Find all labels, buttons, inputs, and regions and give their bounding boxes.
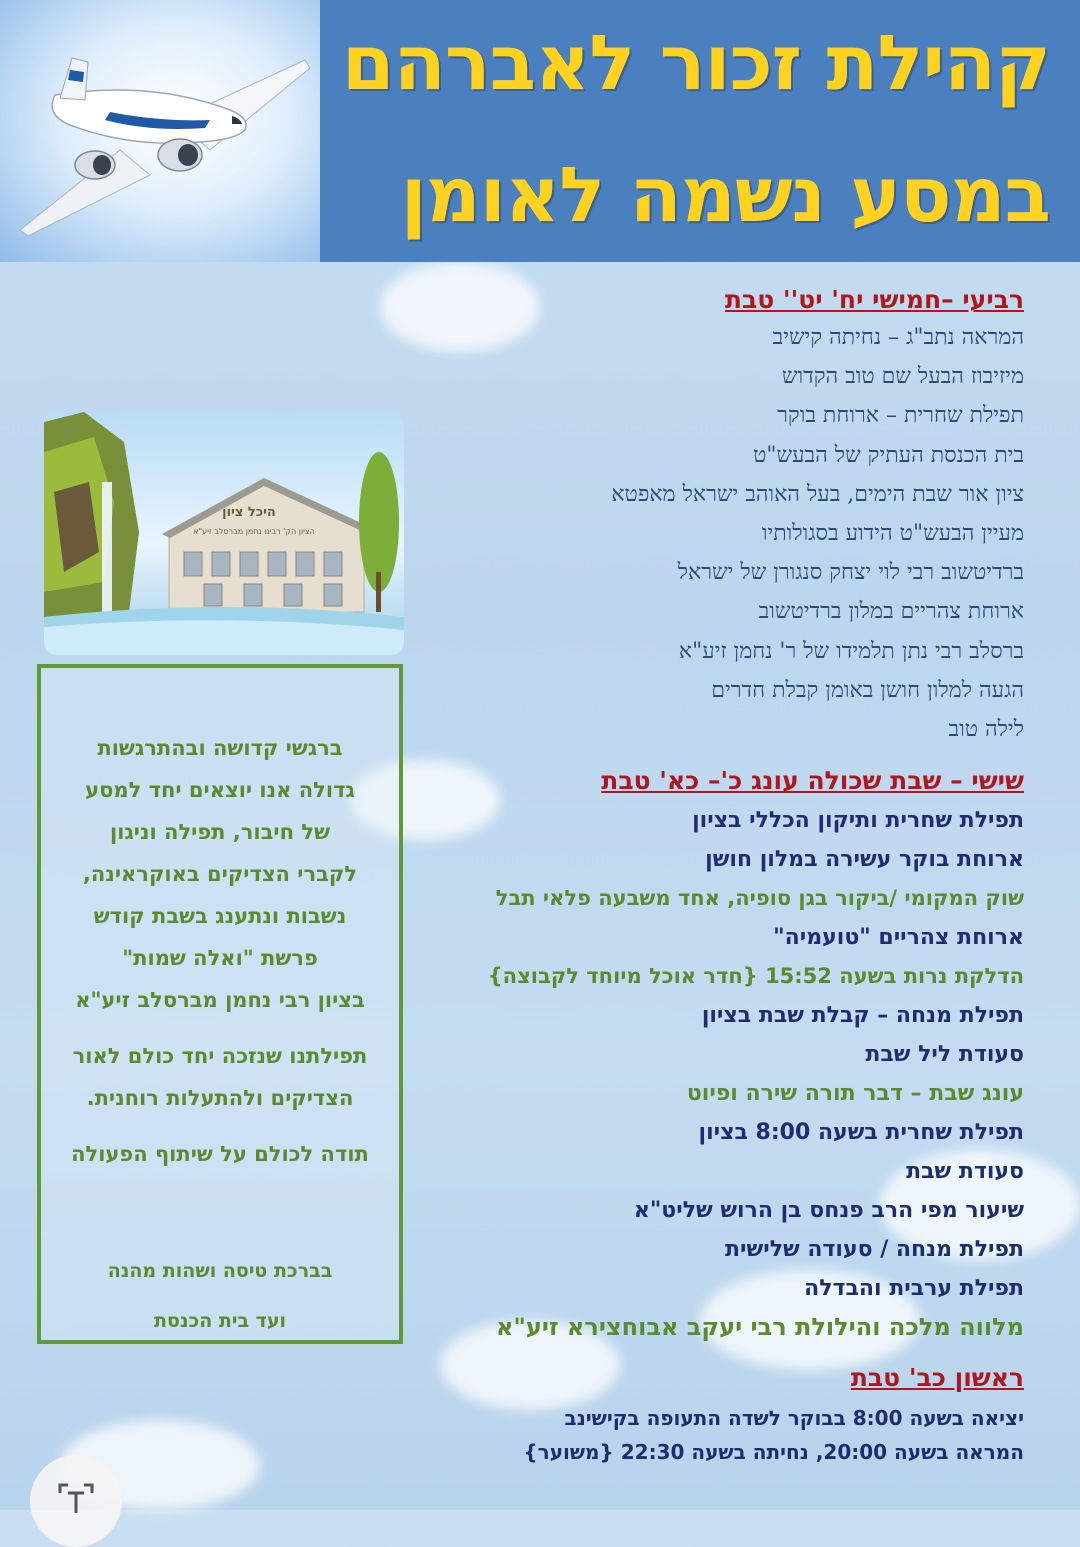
schedule-item: הגעה למלון חושן באומן קבלת חדרים bbox=[711, 677, 1024, 703]
schedule-item: המראה בשעה 20:00, נחיתה בשעה 22:30 {משוער} bbox=[523, 1440, 1024, 1465]
schedule-item: ארוחת צהריים "טועמיה" bbox=[773, 925, 1024, 951]
message-line: תודה לכולם על שיתוף הפעולה bbox=[71, 1142, 369, 1166]
schedule-item: תפילת מנחה / סעודה שלישית bbox=[725, 1237, 1024, 1263]
day1-heading: רביעי –חמישי יח' יט'' טבת bbox=[724, 285, 1024, 314]
message-line: בציון רבי נחמן מברסלב זיע"א bbox=[75, 988, 365, 1012]
schedule-item: תפילת מנחה – קבלת שבת בציון bbox=[701, 1003, 1024, 1029]
message-line: של חיבור, תפילה וניגון bbox=[110, 820, 330, 844]
schedule-item: ברסלב רבי נתן תלמידו של ר' נחמן זיע"א bbox=[678, 638, 1024, 664]
schedule-item: ארוחת צהריים במלון ברדיטשוב bbox=[758, 599, 1024, 625]
schedule-item: הדלקת נרות בשעה 15:52 {חדר אוכל מיוחד לקבוצה} bbox=[487, 964, 1024, 989]
schedule-item: מלווה מלכה והילולת רבי יעקב אבוחצירא זיע"א bbox=[495, 1313, 1024, 1342]
schedule-item: לילה טוב bbox=[948, 716, 1024, 742]
message-signature: בברכת טיסה ושהות מהנה bbox=[107, 1260, 333, 1282]
schedule-item: שיעור מפי הרב פנחס בן הרוש שליט"א bbox=[633, 1198, 1024, 1224]
schedule-item: עונג שבת – דבר תורה שירה ופיוט bbox=[686, 1081, 1024, 1107]
schedule-item: ארוחת בוקר עשירה במלון חושן bbox=[705, 847, 1024, 873]
title-line-1: קהילת זכור לאברהם bbox=[341, 18, 1050, 107]
schedule-item: ציון אור שבת הימים, בעל האוהב ישראל מאפטא bbox=[611, 481, 1024, 507]
schedule-item: שוק המקומי /ביקור בגן סופיה, אחד משבעה פלאי תבל bbox=[495, 886, 1024, 911]
tziyun-building-photo bbox=[44, 412, 404, 655]
message-line: פרשת "ואלה שמות" bbox=[122, 946, 318, 970]
text-scan-button[interactable] bbox=[30, 1455, 122, 1547]
schedule-item: ברדיטשוב רבי לוי יצחק סנגורן של ישראל bbox=[677, 560, 1024, 586]
message-line: הצדיקים ולהתעלות רוחנית. bbox=[86, 1086, 354, 1110]
day3-heading: ראשון כב' טבת bbox=[850, 1363, 1024, 1393]
greeting-message-box bbox=[37, 664, 403, 1344]
text-scan-icon bbox=[56, 1481, 96, 1521]
message-signature: ועד בית הכנסת bbox=[153, 1310, 287, 1332]
schedule-item: המראה נתב"ג – נחיתה קישיב bbox=[772, 325, 1024, 350]
message-line: תפילתנו שנזכה יחד כולם לאור bbox=[72, 1044, 368, 1068]
message-line: לקברי הצדיקים באוקראינה, bbox=[82, 862, 358, 886]
day2-heading: שישי – שבת שכולה עונג כ'– כא' טבת bbox=[601, 766, 1024, 796]
header-banner bbox=[0, 0, 1080, 262]
message-line: גדולה אנו יוצאים יחד למסע bbox=[85, 778, 355, 802]
building-illustration bbox=[44, 412, 404, 655]
schedule-item: סעודת ליל שבת bbox=[865, 1042, 1024, 1068]
schedule-item: סעודת שבת bbox=[906, 1159, 1024, 1185]
message-line: ברגשי קדושה ובהתרגשות bbox=[97, 736, 343, 760]
schedule-item: בית הכנסת העתיק של הבעש"ט bbox=[753, 442, 1024, 468]
schedule-item: מיזיבוז הבעל שם טוב הקדוש bbox=[781, 364, 1024, 390]
building-caption: הציון הק' רבינו נחמן מברסלב זיע"א bbox=[193, 527, 315, 536]
schedule-item: תפילת ערבית והבדלה bbox=[804, 1276, 1024, 1302]
building-sign: היכל ציון bbox=[222, 505, 276, 520]
schedule-item: מעיין הבעש"ט הידוע בסגולותיו bbox=[761, 520, 1024, 546]
schedule-item: תפילת שחרית ותיקון הכללי בציון bbox=[692, 808, 1024, 834]
airplane-image bbox=[0, 0, 320, 262]
message-line: נשבות ונתענג בשבת קודש bbox=[93, 904, 347, 928]
trip-schedule bbox=[424, 282, 1024, 1469]
airplane-icon bbox=[0, 0, 320, 262]
schedule-item: תפילת שחרית – ארוחת בוקר bbox=[777, 403, 1024, 429]
schedule-item: יציאה בשעה 8:00 בבוקר לשדה התעופה בקישינב bbox=[564, 1406, 1024, 1431]
title-line-2: במסע נשמה לאומן bbox=[400, 150, 1050, 239]
schedule-item: תפילת שחרית בשעה 8:00 בציון bbox=[698, 1120, 1024, 1146]
